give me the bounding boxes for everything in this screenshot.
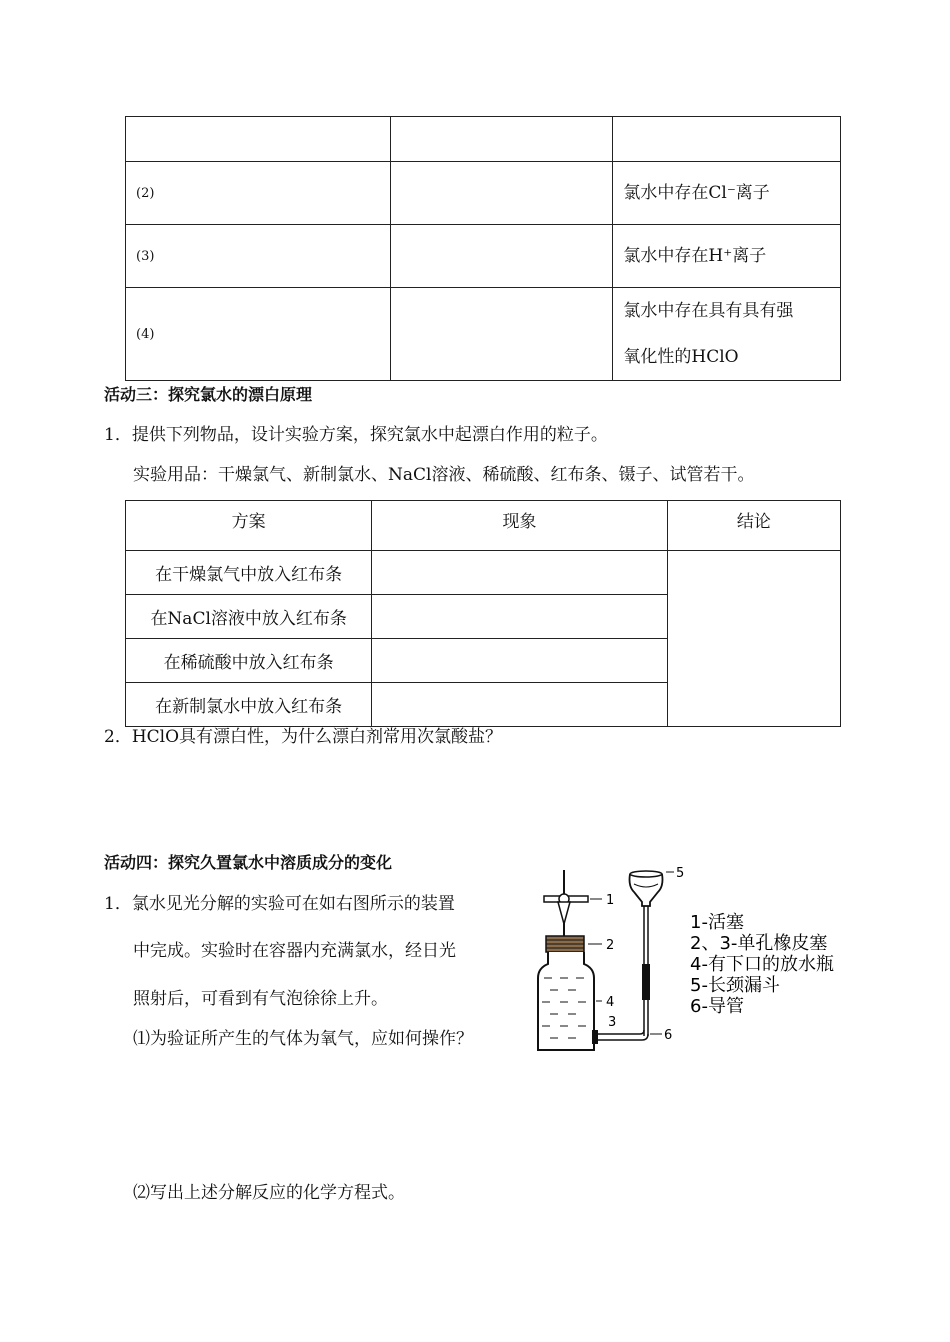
diagram-legend [690,912,834,1017]
outlet-stopper-icon [592,1030,598,1044]
table1-cell [391,288,613,381]
legend-item: 2、3-单孔橡皮塞 [690,933,828,954]
conclusion-cell [667,551,840,727]
activity4-title: 活动四：探究久置氯水中溶质成分的变化 [104,853,393,872]
activity4-subquestion-2: ⑵写出上述分解反应的化学方程式。 [133,1183,405,1203]
diagram-label-1: 1 [606,893,615,908]
header-plan: 方案 [126,501,372,551]
activity4-subquestion-1: ⑴为验证所产生的气体为氧气，应如何操作？ [133,1029,473,1049]
table1-cell [391,225,613,288]
diagram-label-3: 3 [608,1015,617,1030]
phenomenon-cell [372,595,667,639]
plan-cell: 在新制氯水中放入红布条 [126,683,372,727]
legend-item: 1-活塞 [690,912,744,933]
activity3-question-1: 1．提供下列物品，设计实验方案，探究氯水中起漂白作用的粒子。 [104,425,608,445]
activity4-question-line: 中完成。实验时在容器内充满氯水，经日光 [133,941,456,961]
diagram-label-5: 5 [676,866,685,881]
phenomenon-cell [372,683,667,727]
table1-cell [391,162,613,225]
table1-cell [391,117,613,162]
conclusion-line: 氯水中存在具有具有强 [623,301,794,321]
experiment-table [125,500,841,727]
header-phenomenon: 现象 [372,501,667,551]
table1-cell [126,117,391,162]
phenomenon-cell [372,551,667,595]
diagram-label-6: 6 [664,1028,673,1043]
diagram-label-4: 4 [606,995,615,1010]
activity4-question-line: 1．氯水见光分解的实验可在如右图所示的装置 [104,894,455,914]
tube-icon [598,1030,662,1040]
plan-cell: 在稀硫酸中放入红布条 [126,639,372,683]
table1-row-label: (3) [126,225,391,288]
table1-conclusion [613,288,841,381]
stopcock-icon [544,870,602,924]
table1-conclusion: 氯水中存在H⁺离子 [613,225,841,288]
results-table-1 [125,116,841,381]
table1-cell [613,117,841,162]
activity3-question-2: 2．HClO具有漂白性，为什么漂白剂常用次氯酸盐？ [104,727,503,747]
legend-item: 6-导管 [690,996,744,1017]
activity3-materials: 实验用品：干燥氯气、新制氯水、NaCl溶液、稀硫酸、红布条、镊子、试管若干。 [133,465,755,485]
conclusion-line: 氧化性的HClO [623,347,739,367]
activity3-title: 活动三：探究氯水的漂白原理 [104,385,313,404]
plan-cell: 在NaCl溶液中放入红布条 [126,595,372,639]
legend-item: 4-有下口的放水瓶 [690,954,834,975]
legend-item: 5-长颈漏斗 [690,975,780,996]
phenomenon-cell [372,639,667,683]
table1-row-label: (4) [126,288,391,381]
rubber-stopper-icon [546,924,602,952]
header-conclusion: 结论 [667,501,840,551]
diagram-label-2: 2 [606,938,615,953]
apparatus-diagram [530,866,870,1066]
rubber-tube-icon [642,964,650,1000]
activity4-question-line: 照射后，可看到有气泡徐徐上升。 [133,989,388,1009]
funnel-icon [630,871,675,1036]
plan-cell: 在干燥氯气中放入红布条 [126,551,372,595]
table1-row-label: (2) [126,162,391,225]
table1-conclusion: 氯水中存在Cl⁻离子 [613,162,841,225]
